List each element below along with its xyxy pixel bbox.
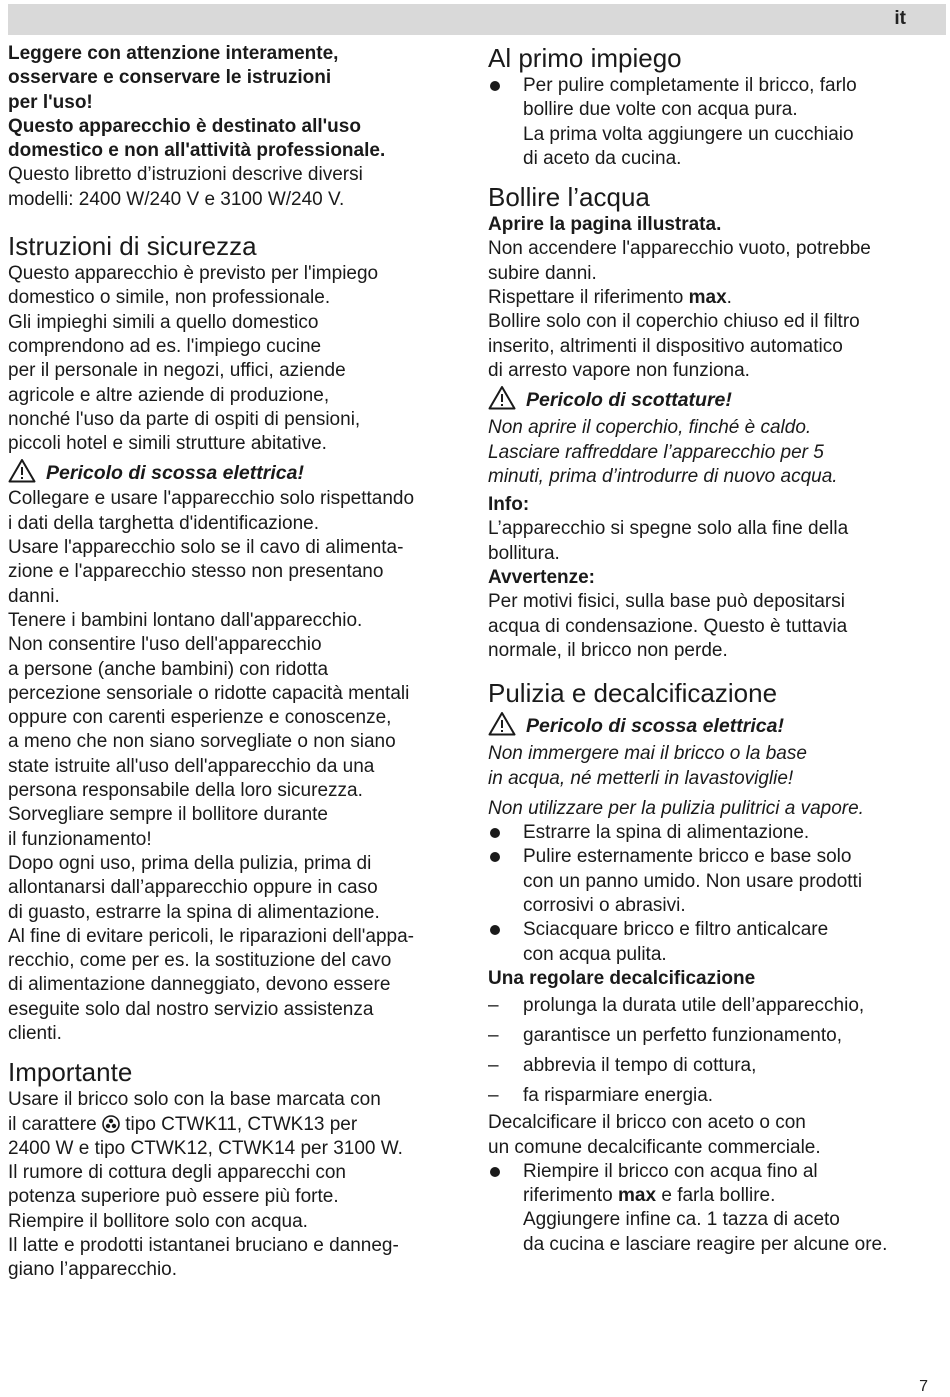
bullet-line: La prima volta aggiungere un cucchiaio bbox=[523, 123, 854, 145]
warning-line: zione e l'apparecchio stesso non presentano bbox=[8, 561, 384, 583]
important-line: Il latte e prodotti istantanei bruciano e danneg- bbox=[8, 1235, 399, 1257]
warning-line: di alimentazione danneggiato, devono essere bbox=[8, 974, 391, 996]
bullet-icon bbox=[490, 828, 500, 838]
warning-line: Non consentire l'uso dell'apparecchio bbox=[8, 634, 322, 656]
dash-item bbox=[488, 1021, 936, 1051]
cleaning-warning-text bbox=[488, 742, 936, 821]
important-line-post: tipo CTWK11, CTWK13 per bbox=[125, 1113, 358, 1135]
first-use-heading: Al primo impiego bbox=[488, 43, 682, 73]
bullet-icon bbox=[490, 1167, 500, 1177]
warning-line: Collegare e usare l'apparecchio solo rispettando bbox=[8, 488, 415, 510]
bullet-line: da cucina e lasciare reagire per alcune ore. bbox=[523, 1233, 888, 1255]
boil-line: di arresto vapore non funziona. bbox=[488, 359, 750, 381]
notes-line: Per motivi fisici, sulla base può depositarsi bbox=[488, 591, 845, 613]
warning-line: i dati della targhetta d'identificazione. bbox=[8, 512, 319, 534]
intro-line: per l'uso! bbox=[8, 91, 93, 113]
safety-text bbox=[8, 262, 463, 456]
intro-line: Leggere con attenzione interamente, bbox=[8, 43, 339, 64]
dash-mark: – bbox=[488, 995, 499, 1017]
decalc-label: Una regolare decalcificazione bbox=[488, 967, 756, 989]
max-post: . bbox=[726, 287, 732, 309]
intro-line: domestico e non all'attività professionale. bbox=[8, 140, 386, 162]
important-line: Riempire il bollitore solo con acqua. bbox=[8, 1210, 308, 1232]
base-marking-icon bbox=[102, 1115, 120, 1133]
boil-subheading: Aprire la pagina illustrata. bbox=[488, 214, 722, 236]
dash-text: fa risparmiare energia. bbox=[523, 1085, 714, 1107]
warning-line: percezione sensoriale o ridotte capacità mentali bbox=[8, 682, 410, 704]
intro-bold bbox=[8, 42, 463, 163]
safety-line: agricole e altre aziende di produzione, bbox=[8, 384, 330, 406]
info-line: L’apparecchio si spegne solo alla fine della bbox=[488, 518, 849, 540]
boil-line: Non accendere l'apparecchio vuoto, potrebbe bbox=[488, 238, 871, 260]
cleaning-bullet bbox=[488, 845, 936, 918]
important-line: giano l’apparecchio. bbox=[8, 1259, 178, 1281]
warning-line: a persone (anche bambini) con ridotta bbox=[8, 658, 329, 680]
left-column bbox=[8, 42, 463, 1283]
bullet-icon bbox=[490, 81, 500, 91]
bullet-line: Sciacquare bricco e filtro anticalcare bbox=[523, 919, 829, 941]
warning-line: il funzionamento! bbox=[8, 828, 152, 850]
final-pre: riferimento bbox=[523, 1185, 613, 1207]
warning-line: eseguite solo dal nostro servizio assistenza bbox=[8, 998, 374, 1020]
warning-title: Pericolo di scottature! bbox=[526, 389, 732, 412]
intro-line: osservare e conservare le istruzioni bbox=[8, 67, 332, 89]
first-use-bullet bbox=[488, 74, 936, 171]
dash-mark: – bbox=[488, 1025, 499, 1047]
bullet-line: Aggiungere infine ca. 1 tazza di aceto bbox=[523, 1209, 840, 1231]
safety-line: nonché l'uso da parte di ospiti di pensioni, bbox=[8, 408, 361, 430]
dash-item bbox=[488, 1051, 936, 1081]
max-pre: Rispettare il riferimento bbox=[488, 287, 684, 309]
bullet-line: Per pulire completamente il bricco, farlo bbox=[523, 75, 857, 96]
bullet-line: Riempire il bricco con acqua fino al bbox=[523, 1160, 818, 1182]
safety-line: domestico o simile, non professionale. bbox=[8, 287, 331, 309]
electric-shock-text bbox=[8, 487, 463, 1046]
warning-triangle-icon bbox=[488, 385, 516, 410]
bullet-line: bollire due volte con acqua pura. bbox=[523, 99, 798, 121]
dash-text: garantisce un perfetto funzionamento, bbox=[523, 1025, 842, 1047]
warning-title: Pericolo di scossa elettrica! bbox=[526, 715, 784, 738]
final-post: e farla bollire. bbox=[661, 1185, 776, 1207]
info-label: Info: bbox=[488, 494, 530, 516]
warning-title: Pericolo di scossa elettrica! bbox=[46, 462, 304, 485]
cleaning-heading: Pulizia e decalcificazione bbox=[488, 678, 778, 709]
boil-heading: Bollire l’acqua bbox=[488, 182, 650, 213]
electric-shock-warning bbox=[8, 458, 463, 487]
warning-line: Al fine di evitare pericoli, le riparazioni dell'appa- bbox=[8, 925, 415, 947]
intro-line: Questo libretto d’istruzioni descrive diversi bbox=[8, 164, 363, 186]
bullet-line: corrosivi o abrasivi. bbox=[523, 895, 686, 917]
warning-line: danni. bbox=[8, 585, 60, 607]
scald-text bbox=[488, 416, 936, 489]
warning-line: Non immergere mai il bricco o la base bbox=[488, 743, 807, 765]
warning-line: state istruite all'uso dell'apparecchio da una bbox=[8, 755, 375, 777]
bullet-line bbox=[523, 1184, 936, 1208]
notes-line: normale, il bricco non perde. bbox=[488, 639, 728, 661]
warning-line: allontanarsi dall’apparecchio oppure in caso bbox=[8, 877, 378, 899]
bullet-line: Pulire esternamente bricco e base solo bbox=[523, 846, 852, 868]
warning-line: Usare l'apparecchio solo se il cavo di alimenta- bbox=[8, 537, 404, 559]
warning-line: Dopo ogni uso, prima della pulizia, prima di bbox=[8, 852, 372, 874]
notes-label: Avvertenze: bbox=[488, 567, 596, 589]
bullet-line: con acqua pulita. bbox=[523, 943, 667, 965]
warning-triangle-icon bbox=[8, 458, 36, 483]
warning-line: Tenere i bambini lontano dall'apparecchio. bbox=[8, 609, 363, 631]
warning-line: a meno che non siano sorvegliate o non siano bbox=[8, 731, 396, 753]
max-word: max bbox=[688, 287, 727, 309]
dash-item bbox=[488, 1081, 936, 1111]
bullet-line: Estrarre la spina di alimentazione. bbox=[523, 822, 810, 844]
important-line bbox=[8, 1113, 463, 1137]
bullet-line: di aceto da cucina. bbox=[523, 147, 682, 169]
scald-warning bbox=[488, 385, 936, 414]
final-max: max bbox=[618, 1185, 657, 1207]
boil-line: Bollire solo con il coperchio chiuso ed il filtro bbox=[488, 311, 860, 333]
final-bullet bbox=[488, 1160, 936, 1257]
right-column bbox=[488, 42, 936, 1257]
cleaning-warning bbox=[488, 711, 936, 740]
important-line: potenza superiore può essere più forte. bbox=[8, 1186, 339, 1208]
important-line: Il rumore di cottura degli apparecchi con bbox=[8, 1162, 346, 1184]
page-number: 7 bbox=[919, 1378, 928, 1395]
warning-line: recchio, come per es. la sostituzione del cavo bbox=[8, 950, 392, 972]
intro-line: modelli: 2400 W/240 V e 3100 W/240 V. bbox=[8, 188, 345, 210]
decalc-line: Decalcificare il bricco con aceto o con bbox=[488, 1112, 806, 1134]
important-heading: Importante bbox=[8, 1057, 133, 1088]
warning-line: clienti. bbox=[8, 1022, 62, 1044]
info-line: bollitura. bbox=[488, 542, 560, 564]
bullet-icon bbox=[490, 852, 500, 862]
language-code: it bbox=[894, 8, 906, 29]
warning-line: Sorvegliare sempre il bollitore durante bbox=[8, 804, 328, 826]
boil-line: inserito, altrimenti il dispositivo automatico bbox=[488, 335, 843, 357]
warning-line: persona responsabile della loro sicurezza. bbox=[8, 780, 363, 802]
warning-line: Lasciare raffreddare l’apparecchio per 5 bbox=[488, 441, 824, 463]
warning-line: in acqua, né metterli in lavastoviglie! bbox=[488, 767, 794, 789]
safety-line: comprendono ad es. l'impiego cucine bbox=[8, 335, 322, 357]
important-text bbox=[8, 1088, 463, 1282]
boil-line bbox=[488, 286, 936, 310]
decalc-line: un comune decalcificante commerciale. bbox=[488, 1136, 821, 1158]
bullet-line: con un panno umido. Non usare prodotti bbox=[523, 870, 863, 892]
warning-line: minuti, prima d’introdurre di nuovo acqua. bbox=[488, 465, 838, 487]
intro-normal bbox=[8, 163, 463, 212]
safety-line: Gli impieghi simili a quello domestico bbox=[8, 311, 319, 333]
safety-heading: Istruzioni di sicurezza bbox=[8, 231, 257, 262]
intro-line: Questo apparecchio è destinato all'uso bbox=[8, 115, 361, 137]
dash-text: prolunga la durata utile dell’apparecchio, bbox=[523, 995, 865, 1017]
bullet-icon bbox=[490, 925, 500, 935]
safety-line: per il personale in negozi, uffici, aziende bbox=[8, 360, 346, 382]
important-line: Usare il bricco solo con la base marcata con bbox=[8, 1089, 381, 1111]
important-line: 2400 W e tipo CTWK12, CTWK14 per 3100 W. bbox=[8, 1137, 403, 1159]
warning-line: Non aprire il coperchio, finché è caldo. bbox=[488, 417, 812, 439]
safety-line: Questo apparecchio è previsto per l'impiego bbox=[8, 263, 379, 285]
dash-mark: – bbox=[488, 1085, 499, 1107]
warning-line: di guasto, estrarre la spina di alimentazione. bbox=[8, 901, 380, 923]
warning-line: oppure con carenti esperienze e conoscenze, bbox=[8, 707, 392, 729]
safety-line: piccoli hotel e simili strutture abitative. bbox=[8, 433, 327, 455]
warning-triangle-icon bbox=[488, 711, 516, 736]
dash-text: abbrevia il tempo di cottura, bbox=[523, 1055, 757, 1077]
cleaning-bullet bbox=[488, 821, 936, 845]
boil-line: subire danni. bbox=[488, 262, 597, 284]
dash-item bbox=[488, 991, 936, 1021]
dash-mark: – bbox=[488, 1055, 499, 1077]
steam-line: Non utilizzare per la pulizia pulitrici a vapore. bbox=[488, 797, 864, 819]
notes-line: acqua di condensazione. Questo è tuttavia bbox=[488, 615, 848, 637]
cleaning-bullet bbox=[488, 918, 936, 967]
important-line-pre: il carattere bbox=[8, 1113, 97, 1135]
header-bar bbox=[8, 4, 946, 35]
